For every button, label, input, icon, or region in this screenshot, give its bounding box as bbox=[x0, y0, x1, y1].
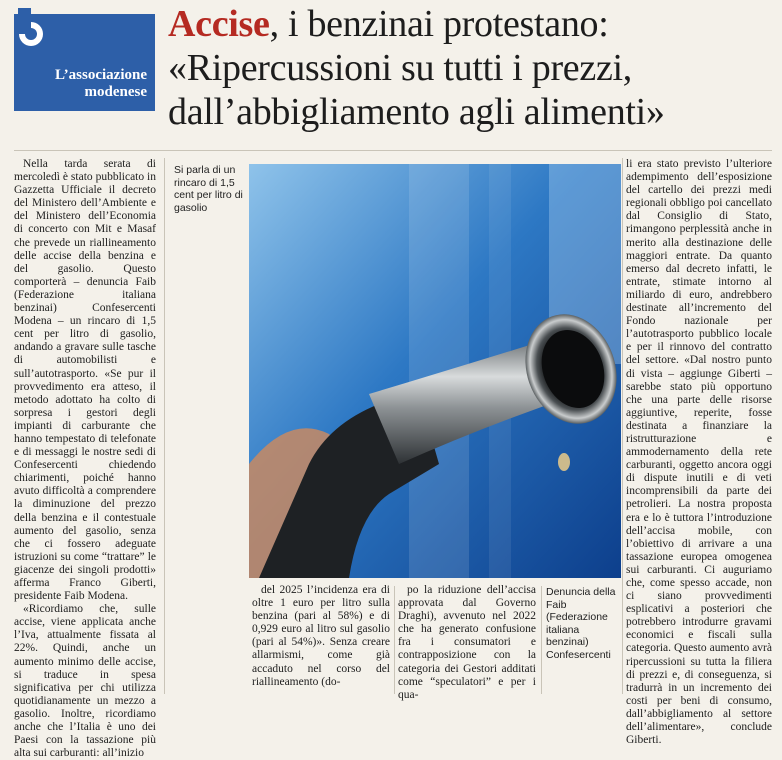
headline-line1-rest: , i benzinai protestano: bbox=[269, 3, 609, 45]
fuel-nozzle-photo bbox=[249, 164, 621, 578]
column-divider bbox=[622, 158, 623, 694]
headline-keyword: Accise bbox=[168, 3, 270, 45]
photo-caption: Si parla di un rincaro di 1,5 cent per litro di gasolio bbox=[174, 164, 243, 214]
section-label bbox=[27, 67, 147, 101]
quote-mark-icon bbox=[18, 8, 58, 54]
column-divider bbox=[541, 586, 542, 694]
headline-line2: «Ripercussioni su tutti i prezzi, bbox=[168, 47, 632, 89]
section-label-line1: L’associazione bbox=[55, 67, 147, 83]
side-caption: Denuncia della Faib (Federazione italiana benzinai) Confesercenti bbox=[546, 586, 616, 661]
body-paragraph: li era stato previsto l’ulteriore adempimento dell’esposizione del cartello dei prezzi medi regionali obbligo poi cancellato dal Consiglio di Stato, rimangono perplessità anche in merito alla destinazione delle maggiori entrate. Da quanto emerso dal decreto infatti, le entrate, stimate intorno al miliardo di euro, andrebbero destinate all’incremento del Fondo nazionale per l’autotrasporto pubblico locale e per il rinnovo del contratto del settore. «Dal nostro punto di vista – aggiunge Giberti – sarebbe stato più opportuno che una parte delle risorse aggiuntive, reperite, fosse destinata a finanziare la ristrutturazione e ammodernamento della rete carburanti, oggetto ancora oggi di dispute inutili e di veti incomprensibili da parte dei petrolieri. La nostra proposta era e lo è tuttora l’introduzione dell’accisa mobile, con l’obiettivo di arrivare a una tassazione europea omogenea sui carburanti. Ci auguriamo che, come spesso accade, non ci siano provvedimenti esplicativi a posteriori che potrebbero introdurre gravami economici e fiscali sulla categoria. Questo aumento avrà ripercussioni su tutta la filiera di prezzi e, di conseguenza, si tradurrà in un incremento dei costi per beni di consumo, dall’abbigliamento al settore dell’alimentare», conclude Giberti. bbox=[626, 158, 772, 747]
body-column-bottom-2 bbox=[398, 584, 536, 701]
headline bbox=[168, 2, 776, 134]
body-column-right bbox=[626, 158, 772, 747]
body-paragraph: po la riduzione dell’accisa approvata dal Governo Draghi), avvenuto nel 2022 che ha generato confusione fra i consumatori e contrapposizione con la categoria dei Gestori additati come “speculatori” e per i qua- bbox=[398, 584, 536, 701]
body-paragraph: «Ricordiamo che, sulle accise, viene applicata anche l’Iva, attualmente fissata al 22%. Quindi, anche un aumento minimo delle accise, si traduce in spesa significativa per chi utilizza quotidianamente un mezzo a gasolio. Inoltre, ricordiamo anche che l’Italia è uno dei Paesi con la tassazione più alta sui carburanti: all’inizio bbox=[14, 603, 156, 760]
body-column-bottom-1 bbox=[252, 584, 390, 698]
headline-line3: dall’abbigliamento agli alimenti» bbox=[168, 91, 665, 133]
body-column-left bbox=[14, 158, 156, 760]
headline-line1 bbox=[168, 2, 776, 46]
headline-divider bbox=[14, 150, 772, 151]
column-divider bbox=[164, 158, 165, 694]
column-divider bbox=[394, 586, 395, 694]
section-label-line2: modenese bbox=[84, 84, 147, 100]
body-paragraph: del 2025 l’incidenza era di oltre 1 euro per litro sulla benzina (pari al 58%) e di 0,929 euro al litro sul gasolio (pari al 54%)». Senza creare allarmismi, come già accaduto nel corso del riallineamento (do- bbox=[252, 584, 390, 688]
body-paragraph: Nella tarda serata di mercoledì è stato pubblicato in Gazzetta Ufficiale il decreto del Ministero dell’Ambiente e del Ministero dell’Economia di concerto con Mit e Masaf che prevede un riallineamento delle accise della benzina e del gasolio. Questo comporterà – denuncia Faib (Federazione italiana benzinai) Confesercenti Modena – un rincaro di 1,5 cent per litro di gasolio, andando a gravare sulle tasche di automobilisti e sull’autotrasporto. «Se pur il provvedimento era atteso, il metodo adottato ha colto di sorpresa i gestori degli impianti di carburante che hanno tempestato di telefonate e di messaggi le nostre sedi di Confesercenti chiedendo chiarimenti, poiché hanno avuto difficoltà a comprendere la diminuzione del prezzo della benzina e il contestuale aumento del gasolio, senza che ci fossero adeguate istruzioni su come “trattare” le giacenze dei singoli prodotti» afferma Franco Giberti, presidente Faib Modena. bbox=[14, 158, 156, 603]
section-label-box bbox=[14, 14, 155, 111]
